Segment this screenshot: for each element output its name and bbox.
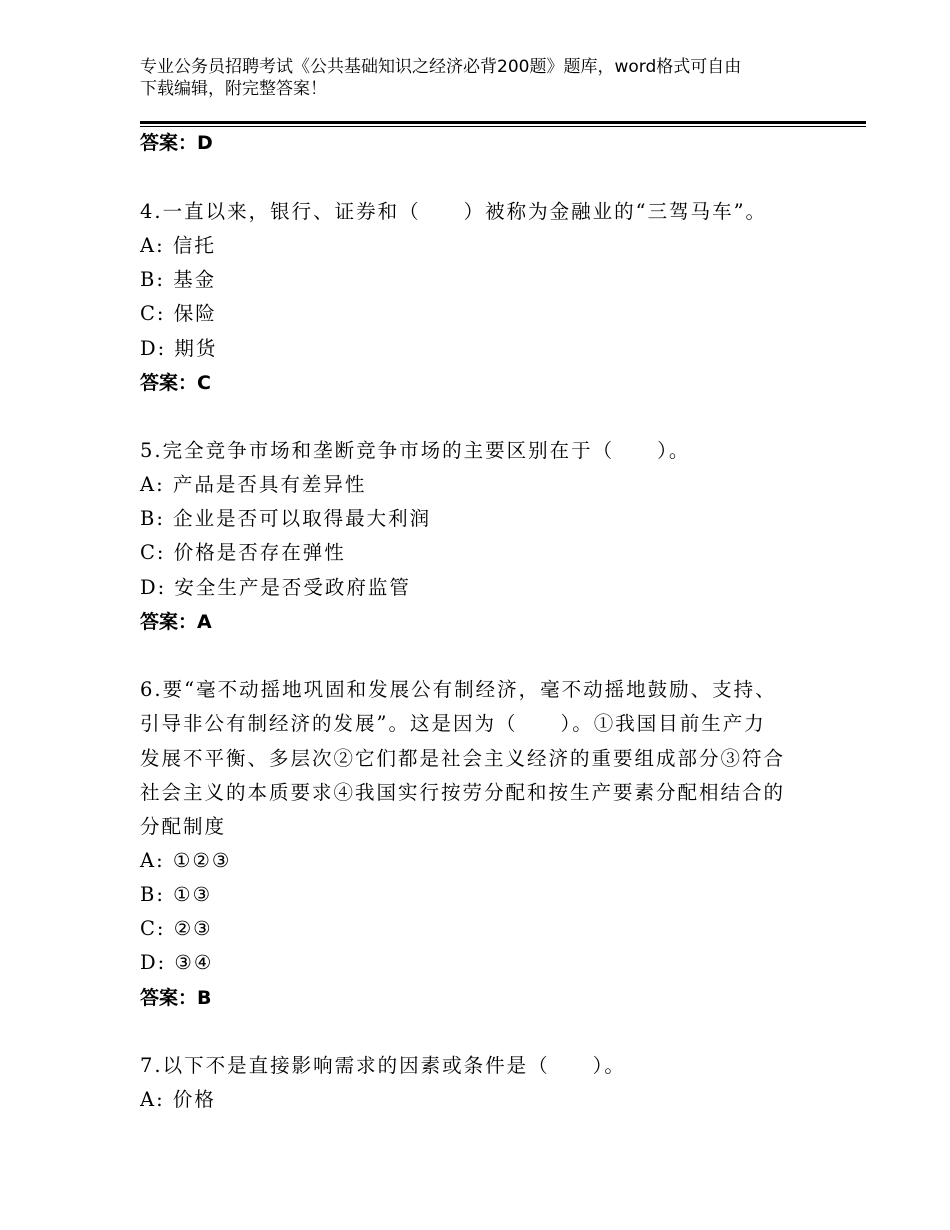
document-header — [140, 56, 820, 100]
question-5-option-c: C: 价格是否存在弹性 — [140, 541, 346, 564]
header-rule-thick — [140, 121, 866, 124]
question-6-stem-line-3: 发展不平衡、多层次②它们都是社会主义经济的重要组成部分③符合 — [140, 747, 786, 770]
question-5-stem: 5.完全竞争市场和垄断竞争市场的主要区别在于（ ）。 — [140, 439, 691, 462]
question-7-stem: 7.以下不是直接影响需求的因素或条件是（ ）。 — [140, 1054, 626, 1077]
question-4-option-b: B: 基金 — [140, 268, 217, 291]
question-6-answer: 答案：B — [140, 987, 212, 1009]
question-4-option-d: D: 期货 — [140, 337, 218, 360]
question-6-stem-line-1: 6.要“毫不动摇地巩固和发展公有制经济，毫不动摇地鼓励、支持、 — [140, 678, 777, 701]
question-5-answer: 答案：A — [140, 611, 212, 633]
question-6-stem-line-2: 引导非公有制经济的发展”。这是因为（ ）。①我国目前生产力 — [140, 712, 766, 735]
question-5-option-a: A: 产品是否具有差异性 — [140, 473, 367, 496]
question-4-stem: 4.一直以来，银行、证券和（ ）被称为金融业的“三驾马车”。 — [140, 200, 768, 223]
question-5-option-b: B: 企业是否可以取得最大利润 — [140, 507, 432, 530]
header-line-1: 专业公务员招聘考试《公共基础知识之经济必背200题》题库，word格式可自由 — [140, 57, 742, 77]
question-4-answer: 答案：C — [140, 372, 211, 394]
question-4-option-a: A: 信托 — [140, 234, 216, 257]
question-4-option-c: C: 保险 — [140, 302, 217, 325]
answer-prev: 答案：D — [140, 132, 213, 154]
header-line-2: 下载编辑，附完整答案！ — [140, 79, 327, 99]
question-6-option-b: B: ①③ — [140, 883, 213, 906]
question-6-option-d: D: ③④ — [140, 951, 214, 974]
question-6-option-a: A: ①②③ — [140, 849, 232, 872]
question-6-stem-line-5: 分配制度 — [140, 815, 227, 838]
question-5-option-d: D: 安全生产是否受政府监管 — [140, 576, 411, 599]
header-rule-thin — [140, 126, 866, 127]
question-6-stem-line-4: 社会主义的本质要求④我国实行按劳分配和按生产要素分配相结合的 — [140, 781, 786, 804]
question-6-option-c: C: ②③ — [140, 917, 213, 940]
question-7-option-a: A: 价格 — [140, 1088, 216, 1111]
